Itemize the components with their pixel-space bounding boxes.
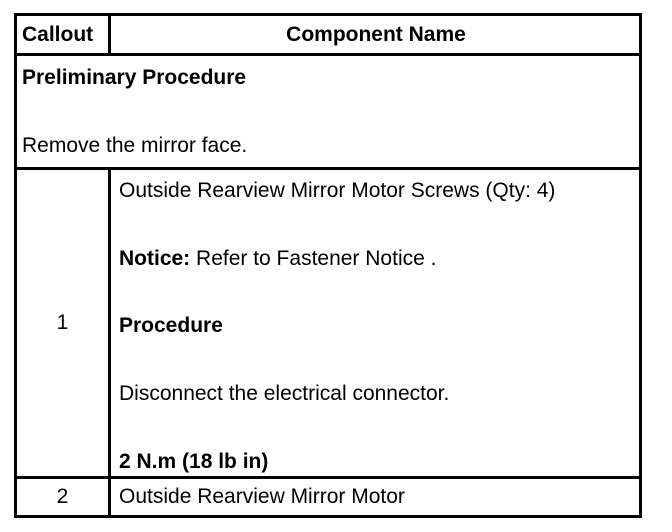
procedure-heading: Procedure — [119, 314, 223, 337]
torque-spec: 2 N.m (18 lb in) — [119, 450, 269, 473]
preliminary-procedure-heading: Preliminary Procedure — [22, 66, 247, 89]
procedure-text: Disconnect the electrical connector. — [119, 382, 450, 405]
header-column-divider — [108, 16, 111, 53]
component-cell — [119, 170, 639, 476]
table-row — [17, 479, 639, 515]
preliminary-procedure-row — [17, 56, 639, 167]
notice-text: Refer to Fastener Notice . — [190, 247, 437, 270]
notice-line — [119, 247, 436, 271]
component-table — [14, 13, 642, 518]
preliminary-procedure-text: Remove the mirror face. — [22, 134, 248, 157]
preliminary-procedure-cell — [22, 56, 635, 167]
callout-cell — [17, 479, 108, 515]
callout-cell — [17, 170, 108, 476]
header-callout: Callout — [22, 23, 94, 46]
component-name: Outside Rearview Mirror Motor — [119, 485, 405, 508]
header-component-name: Component Name — [286, 23, 466, 46]
callout-number: 1 — [56, 311, 69, 334]
notice-label: Notice: — [119, 247, 191, 270]
body-column-divider — [108, 167, 111, 518]
component-cell — [119, 479, 639, 515]
component-name: Outside Rearview Mirror Motor Screws (Qty: 4) — [119, 179, 556, 202]
callout-number: 2 — [56, 485, 69, 508]
